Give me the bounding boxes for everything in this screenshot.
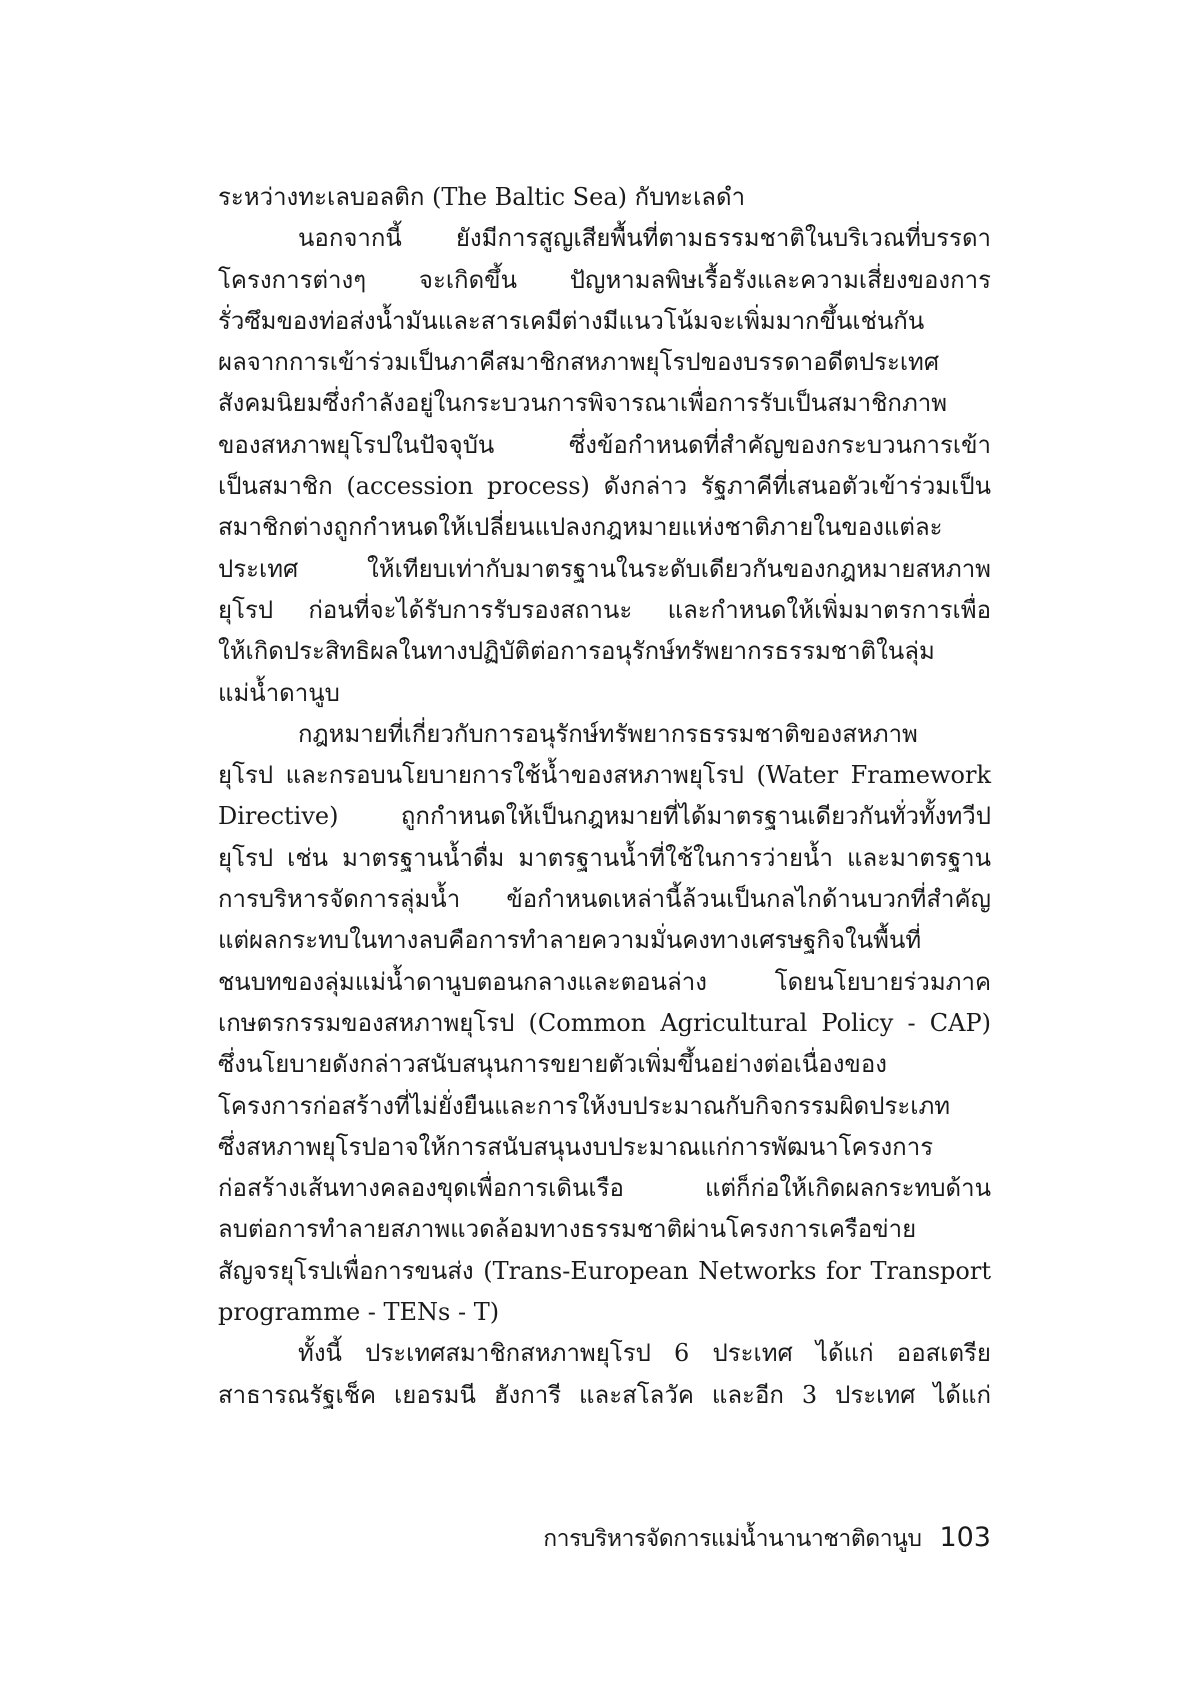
text-line-3: โครงการต่างๆ จะเกิดขึ้น ปัญหามลพิษเรื้อรังและความเสี่ยงของการ xyxy=(218,265,991,294)
paragraph-start-line: กฎหมายที่เกี่ยวกับการอนุรักษ์ทรัพยากรธรรมชาติของสหภาพ xyxy=(298,719,918,748)
text-line-25: ก่อสร้างเส้นทางคลองขุดเพื่อการเดินเรือ แต่ก็ก่อให้เกิดผลกระทบด้าน xyxy=(218,1174,991,1203)
text-line-12: ให้เกิดประสิทธิผลในทางปฏิบัติต่อการอนุรักษ์ทรัพยากรธรรมชาติในลุ่ม xyxy=(218,637,935,666)
text-line-8: เป็นสมาชิก (accession process) ดังกล่าว รัฐภาคีที่เสนอตัวเข้าร่วมเป็น xyxy=(218,472,991,501)
text-line-19: แต่ผลกระทบในทางลบคือการทำลายความมั่นคงทางเศรษฐกิจในพื้นที่ xyxy=(218,926,922,955)
text-line-24: ซึ่งสหภาพยุโรปอาจให้การสนับสนุนงบประมาณแก่การพัฒนาโครงการ xyxy=(218,1132,934,1161)
page-footer xyxy=(543,1518,991,1558)
text-line-21: เกษตรกรรมของสหภาพยุโรป (Common Agricultural Policy - CAP) xyxy=(218,1008,991,1037)
text-line-10: ประเทศ ให้เทียบเท่ากับมาตรฐานในระดับเดียวกันของกฎหมายสหภาพ xyxy=(218,554,991,583)
text-line-17: ยุโรป เช่น มาตรฐานน้ำดื่ม มาตรฐานน้ำที่ใช้ในการว่ายน้ำ และมาตรฐาน xyxy=(218,843,991,872)
text-line-6: สังคมนิยมซึ่งกำลังอยู่ในกระบวนการพิจารณาเพื่อการรับเป็นสมาชิกภาพ xyxy=(218,389,948,418)
paragraph-end-line: programme - TENs - T) xyxy=(218,1298,500,1327)
text-line-30: สาธารณรัฐเช็ค เยอรมนี ฮังการี และสโลวัค และอีก 3 ประเทศ ได้แก่ xyxy=(218,1380,991,1409)
paragraph-start-line: นอกจากนี้ ยังมีการสูญเสียพื้นที่ตามธรรมชาติในบริเวณที่บรรดา xyxy=(298,224,991,253)
text-line-22: ซึ่งนโยบายดังกล่าวสนับสนุนการขยายตัวเพิ่มขึ้นอย่างต่อเนื่องของ xyxy=(218,1050,887,1079)
paragraph-end-line: แม่น้ำดานูบ xyxy=(218,678,340,707)
text-line-26: ลบต่อการทำลายสภาพแวดล้อมทางธรรมชาติผ่านโครงการเครือข่าย xyxy=(218,1215,917,1244)
text-line-1: ระหว่างทะเลบอลติก (The Baltic Sea) กับทะเลดำ xyxy=(218,183,746,211)
text-line-5: ผลจากการเข้าร่วมเป็นภาคีสมาชิกสหภาพยุโรปของบรรดาอดีตประเทศ xyxy=(218,348,940,377)
text-line-18: การบริหารจัดการลุ่มน้ำ ข้อกำหนดเหล่านี้ล้วนเป็นกลไกด้านบวกที่สำคัญ xyxy=(218,885,991,914)
page-number: 103 xyxy=(939,1522,991,1553)
text-line-16: Directive) ถูกกำหนดให้เป็นกฎหมายที่ได้มาตรฐานเดียวกันทั่วทั้งทวีป xyxy=(218,802,991,831)
text-line-27: สัญจรยุโรปเพื่อการขนส่ง (Trans-European Networks for Transport xyxy=(218,1256,991,1285)
text-line-15: ยุโรป และกรอบนโยบายการใช้น้ำของสหภาพยุโรป (Water Framework xyxy=(218,761,991,790)
text-line-11: ยุโรป ก่อนที่จะได้รับการรับรองสถานะ และกำหนดให้เพิ่มมาตรการเพื่อ xyxy=(218,595,991,624)
text-line-9: สมาชิกต่างถูกกำหนดให้เปลี่ยนแปลงกฎหมายแห่งชาติภายในของแต่ละ xyxy=(218,513,943,542)
text-line-23: โครงการก่อสร้างที่ไม่ยั่งยืนและการให้งบประมาณกับกิจกรรมผิดประเภท xyxy=(218,1091,951,1120)
running-title: การบริหารจัดการแม่น้ำนานาชาติดานูบ xyxy=(543,1526,922,1552)
paragraph-start-line: ทั้งนี้ ประเทศสมาชิกสหภาพยุโรป 6 ประเทศ ได้แก่ ออสเตรีย xyxy=(298,1339,991,1368)
text-line-20: ชนบทของลุ่มแม่น้ำดานูบตอนกลางและตอนล่าง โดยนโยบายร่วมภาค xyxy=(218,967,991,996)
text-line-4: รั่วซึมของท่อส่งน้ำมันและสารเคมีต่างมีแนวโน้มจะเพิ่มมากขึ้นเช่นกัน xyxy=(218,306,925,335)
page-body xyxy=(218,177,991,1416)
text-line-7: ของสหภาพยุโรปในปัจจุบัน ซึ่งข้อกำหนดที่สำคัญของกระบวนการเข้า xyxy=(218,430,991,459)
